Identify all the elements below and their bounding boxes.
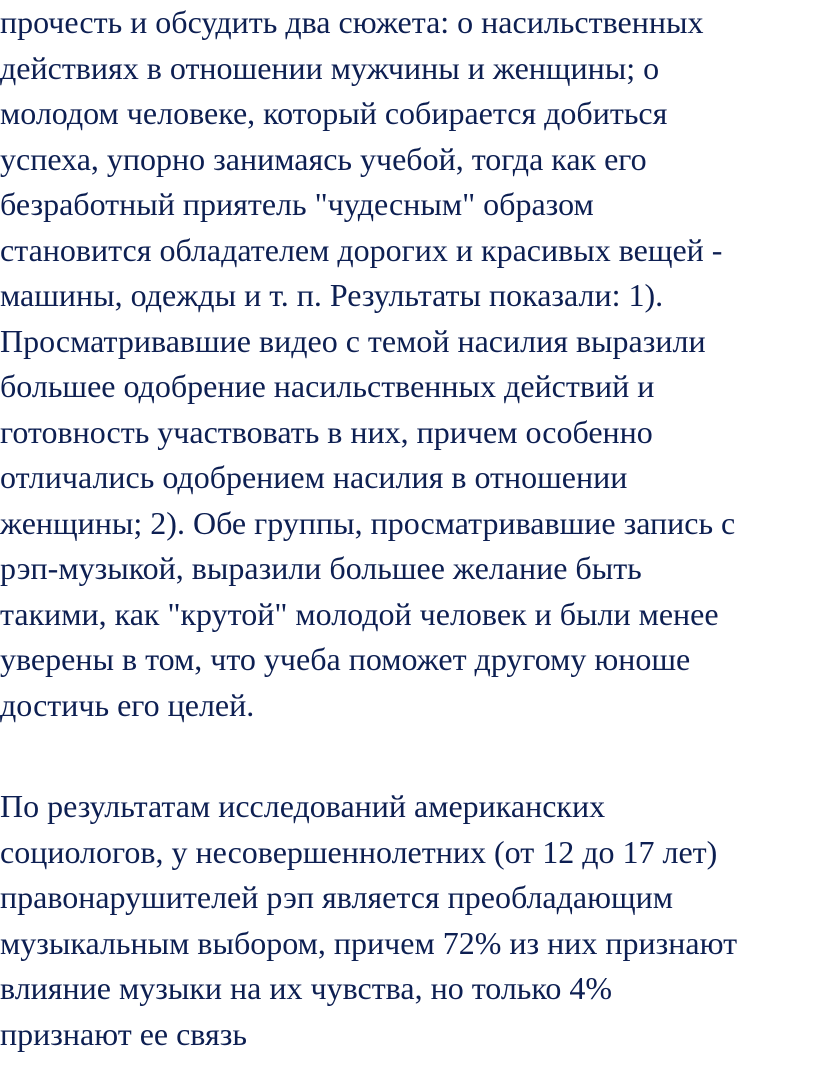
text-line: безработный приятель "чудесным" образом [0,186,594,222]
text-line: молодом человеке, который собирается добиться [0,95,668,131]
text-line: большее одобрение насильственных действий и [0,368,655,404]
text-line: влияние музыки на их чувства, но только 4% [0,970,612,1006]
text-line: музыкальным выбором, причем 72% из них признают [0,924,738,961]
text-line: прочесть и обсудить два сюжета: о насильственных [0,4,704,40]
text-line: отличались одобрением насилия в отношении [0,459,628,495]
text-line: социологов, у несовершеннолетних (от 12 до 17 лет) [0,833,718,870]
text-line: такими, как "крутой" молодой человек и были менее [0,595,719,632]
text-line: признают ее связь [0,1015,247,1052]
text-line: действиях в отношении мужчины и женщины; о [0,49,660,86]
text-line: женщины; 2). Обе группы, просматривавшие запись с [0,504,736,541]
text-line: рэп-музыкой, выразили большее желание быть [0,550,642,586]
paragraph-research-results [0,784,812,1057]
text-line: становится обладателем дорогих и красивых вещей - [0,231,723,268]
text-line: успеха, упорно занимаясь учебой, тогда как его [0,140,647,177]
text-line: правонарушителей рэп является преобладающим [0,879,674,915]
text-line: машины, одежды и т. п. Результаты показали: 1). [0,277,664,313]
text-line: По результатам исследований американских [0,788,606,824]
text-line: уверены в том, что учеба поможет другому юноше [0,641,691,677]
text-line: готовность участвовать в них, причем особенно [0,413,653,450]
text-line: достичь его целей. [0,686,255,723]
text-line: Просматривавшие видео с темой насилия выразили [0,322,706,359]
